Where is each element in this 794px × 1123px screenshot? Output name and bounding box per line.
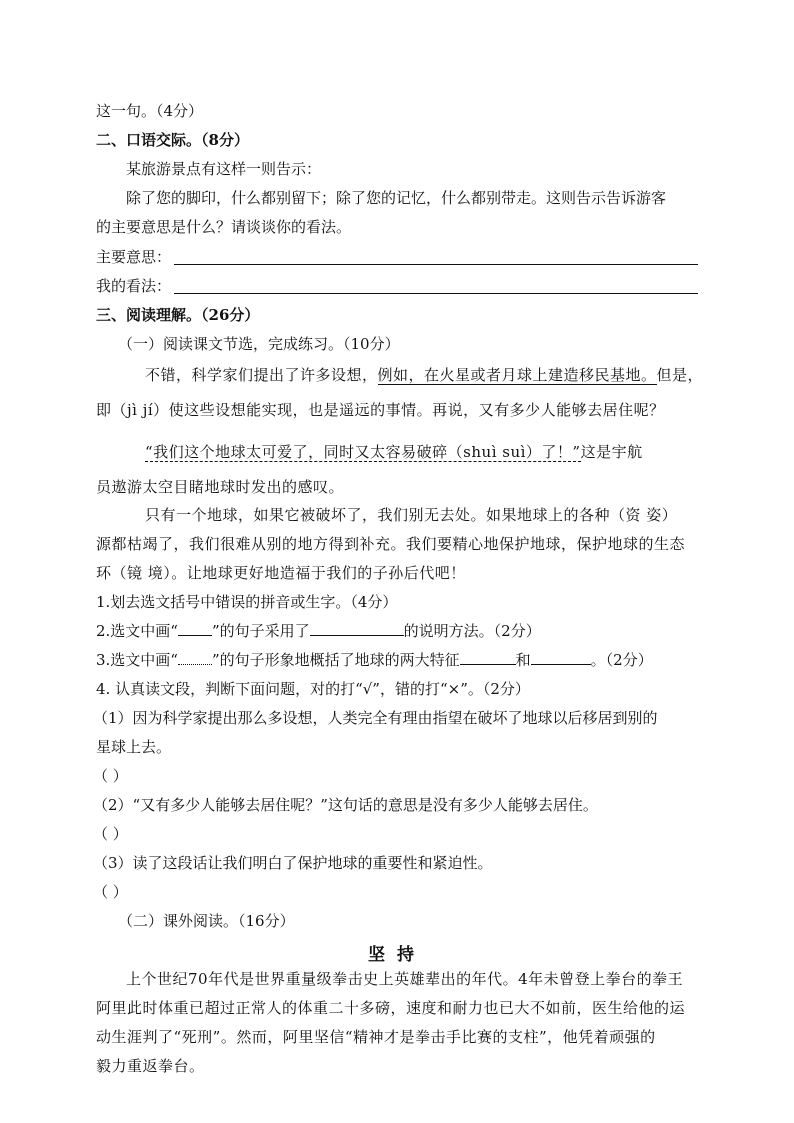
question-text: 的说明方法。（2分） (403, 622, 541, 640)
passage-line: 源都枯竭了，我们很难从别的地方得到补充。我们要精心地保护地球，保护地球的生态 (96, 535, 686, 553)
main-idea-answer-line[interactable] (174, 264, 698, 265)
passage-line: 环（镜 境）。让地球更好地造福于我们的子孙后代吧！ (96, 564, 466, 582)
question-text: 。（2分） (590, 651, 653, 669)
question-1: 1.划去选文括号中错误的拼音或生字。（4分） (96, 593, 398, 611)
story-line: 毅力重返拳台。 (96, 1057, 205, 1075)
passage-line (145, 365, 703, 385)
passage-line: 只有一个地球，如果它被破坏了，我们别无去处。如果地球上的各种（资 姿） (145, 506, 678, 524)
answer-parentheses[interactable]: （ ） (93, 767, 128, 785)
question-3 (96, 650, 653, 670)
question-text: ”的句子采用了 (211, 622, 310, 640)
question-2 (96, 621, 541, 641)
subsection-heading: （一）阅读课文节选，完成练习。（10分） (118, 335, 400, 353)
story-line: 阿里此时体重已超过正常人的体重二十多磅，速度和耐力也已大不如前，医生给他的运 (96, 999, 686, 1017)
wavy-underlined-sentence: “我们这个地球太可爱了，同时又太容易破碎（shuì suì）了！” (145, 443, 581, 461)
section-heading-reading: 三、阅读理解。（26分） (96, 306, 260, 324)
text-line: 除了您的脚印，什么都别留下；除了您的记忆，什么都别带走。这则告示告诉游客 (126, 189, 667, 207)
question-4-1-cont: 星球上去。 (96, 738, 172, 756)
my-view-answer-line[interactable] (174, 293, 698, 294)
question-text: 2.选文中画“ (96, 622, 178, 640)
passage-text: 但是， (656, 366, 704, 384)
section-heading-oral: 二、口语交际。（8分） (96, 131, 249, 149)
underline-sample (178, 621, 212, 636)
passage-text: 这是宇航 (580, 443, 643, 461)
main-idea-label: 主要意思： (96, 248, 172, 266)
wavy-underline-sample (178, 654, 212, 665)
answer-parentheses[interactable]: （ ） (93, 883, 128, 901)
underlined-sentence: 例如，在火星或者月球上建造移民基地。 (377, 366, 657, 384)
question-text: ”的句子形象地概括了地球的两大特征 (211, 651, 460, 669)
answer-blank[interactable] (531, 650, 591, 665)
passage-line: 即（jì jí）使这些设想能实现，也是遥远的事情。再说，又有多少人能够去居住呢？ (96, 401, 665, 419)
question-text: 和 (515, 651, 531, 669)
story-line: 上个世纪70年代是世界重量级拳击史上英雄辈出的年代。4年未曾登上拳台的拳王 (126, 970, 684, 988)
text-line: 的主要意思是什么？请谈谈你的看法。 (96, 218, 352, 236)
question-4-2: （2）“又有多少人能够去居住呢？”这句话的意思是没有多少人能够去居住。 (93, 796, 598, 814)
text-line: 某旅游景点有这样一则告示： (126, 160, 322, 178)
question-4-3: （3）读了这段话让我们明白了保护地球的重要性和紧迫性。 (93, 854, 493, 872)
question-text: 3.选文中画“ (96, 651, 178, 669)
text-line: 这一句。（4分） (96, 102, 204, 120)
answer-blank[interactable] (310, 621, 404, 636)
passage-line: 员遨游太空目睹地球时发出的感叹。 (96, 478, 345, 496)
passage-text: 不错，科学家们提出了许多设想， (145, 366, 378, 384)
answer-parentheses[interactable]: （ ） (93, 825, 128, 843)
story-line: 动生涯判了“死刑”。然而，阿里坚信“精神才是拳击手比赛的支柱”，他凭着顽强的 (96, 1028, 656, 1046)
subsection-heading: （二）课外阅读。（16分） (118, 912, 295, 930)
story-title: 坚持 (368, 945, 426, 965)
my-view-label: 我的看法： (96, 277, 172, 295)
question-4-1: （1）因为科学家提出那么多设想，人类完全有理由指望在破坏了地球以后移居到别的 (93, 709, 658, 727)
passage-line (145, 442, 643, 462)
question-4: 4. 认真读文段，判断下面问题，对的打“√”，错的打“×”。（2分） (96, 680, 530, 698)
answer-blank[interactable] (460, 650, 516, 665)
